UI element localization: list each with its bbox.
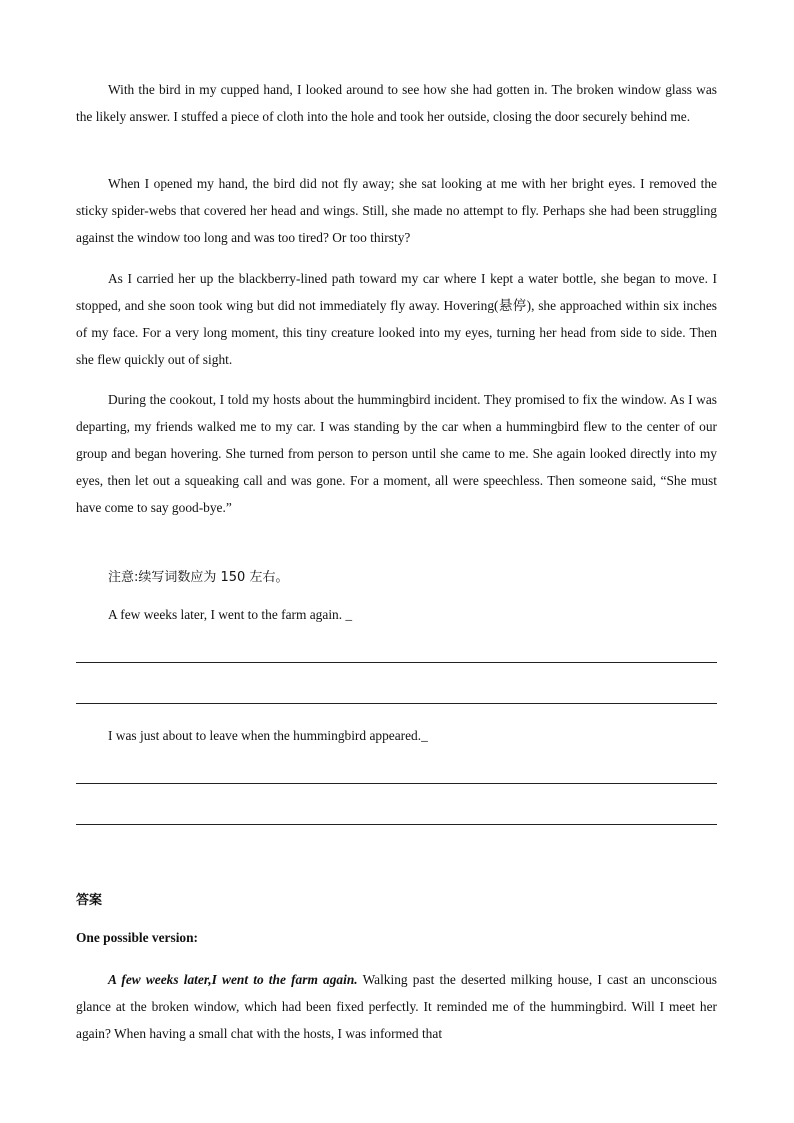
answer-heading: 答案 — [76, 893, 103, 908]
answer-lead-sentence: A few weeks later,I went to the farm again. — [108, 972, 358, 987]
answer-subheading: One possible version: — [76, 930, 199, 945]
passage-paragraph-3: As I carried her up the blackberry-lined path toward my car where I kept a water bottle, she began to move. I stopped, and she soon took wing but did not immediately fly away. Hovering(悬停), she approached within six inches of my face. For a very long moment, this tiny creature looked into my eyes, turning her head from side to side. Then she flew quickly out of sight. — [76, 271, 717, 367]
writing-line-1 — [76, 662, 717, 663]
writing-line-3 — [76, 783, 717, 784]
writing-line-2 — [76, 703, 717, 704]
writing-line-4 — [76, 824, 717, 825]
answer-text: Walking past the deserted milking house, I cast an unconscious glance at the broken window, which had been fixed perfectly. It reminded me of the hummingbird. Will I meet her again? When having a small chat with the hosts, I was informed that — [76, 972, 717, 1041]
continuation-prompt-1: A few weeks later, I went to the farm again. _ — [108, 607, 353, 622]
continuation-prompt-2: I was just about to leave when the hummingbird appeared._ — [108, 728, 428, 743]
answer-paragraph — [76, 966, 717, 1047]
passage-paragraph-4: During the cookout, I told my hosts about the hummingbird incident. They promised to fix the window. As I was departing, my friends walked me to my car. I was standing by the car when a hummingbird flew to the center of our group and began hovering. She turned from person to person until she came to me. She again looked directly into my eyes, then let out a squeaking call and was gone. For a moment, all were speechless. Then someone said, “She must have come to say good-bye.” — [76, 392, 717, 515]
passage-paragraph-1: With the bird in my cupped hand, I looked around to see how she had gotten in. The broken window glass was the likely answer. I stuffed a piece of cloth into the hole and took her outside, closing the door securely behind me. — [76, 82, 717, 124]
word-count-note: 注意:续写词数应为 150 左右。 — [108, 570, 289, 585]
passage-paragraph-2: When I opened my hand, the bird did not fly away; she sat looking at me with her bright eyes. I removed the sticky spider-webs that covered her head and wings. Still, she made no attempt to fly. Perhaps she had been struggling against the window too long and was too tired? Or too thirsty? — [76, 176, 717, 245]
